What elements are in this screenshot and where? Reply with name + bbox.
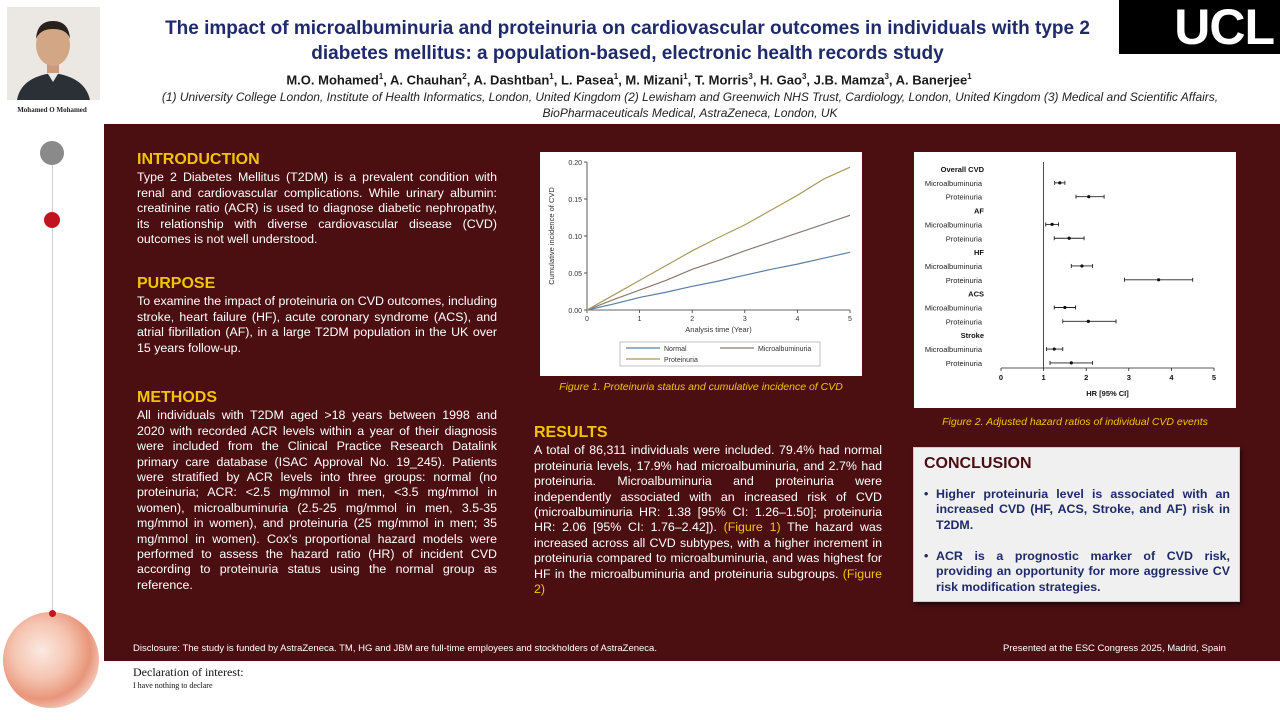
ucl-logo: UCL [1119,0,1280,54]
figure-2-caption: Figure 2. Adjusted hazard ratios of individual CVD events [942,416,1208,428]
row-label: Microalbuminuria [924,345,982,355]
x-tick-label: 2 [690,316,695,323]
conclusion-box [913,447,1240,602]
results-text [534,443,882,597]
author-affiliation-number: 1 [549,72,554,81]
x-tick-label: 0 [998,373,1004,382]
declaration-text: I have nothing to declare [133,681,213,690]
purpose-section [137,276,497,356]
row-label: Proteinuria [945,275,982,285]
y-tick-label: 0.20 [568,160,582,167]
purpose-text: To examine the impact of proteinuria on CVD outcomes, including stroke, heart failure (HF), acute coronary syndrome (ACS), and atrial fibrillation (AF), in a large T2DM population in the UK over 15 years follow-up. [137,294,497,355]
x-tick-label: 1 [1041,373,1046,382]
hr-point [1068,237,1071,240]
figure-2-chart [914,152,1236,408]
bullet-icon: • [924,487,929,501]
hr-point [1051,223,1054,226]
author-name: M. Mizani [625,72,684,88]
author-name: A. Dashtban [473,72,550,88]
methods-text: All individuals with T2DM aged >18 years between 1998 and 2020 with recorded ACR levels within a year of their diagnosis were included from the Clinical Practice Research Datalink primary care database (ISAC Approval No. 19_245). Patients were stratified by ACR levels into three groups: normal (no proteinuria; ACR: <2.5 mg/mmol in men, <3.5 mg/mmol in women), microalbuminuria (2.5-25 mg/mmol in men, 3.5-35 mg/mmol in women), and proteinuria (25 mg/mmol in men; 35 mg/mmol in women). Cox's proportional hazard models were performed to assess the hazard ratio (HR) of incident CVD according to proteinuria status using the normal group as reference. [137,408,497,592]
y-tick-label: 0.05 [568,271,582,278]
conclusion-item [924,487,1230,533]
y-axis-label: Cumulative incidence of CVD [547,187,556,285]
figure-1 [540,152,862,376]
figure-1-link[interactable]: (Figure 1) [723,520,781,535]
disclosure-text: Disclosure: The study is funded by AstraZeneca. TM, HG and JBM are full-time employees and stockholders of AstraZeneca. [133,643,657,654]
left-rail [0,0,104,720]
methods-heading: METHODS [137,389,217,406]
row-label: Microalbuminuria [924,220,982,230]
author-affiliation-number: 3 [748,72,753,81]
conclusion-heading: CONCLUSION [924,455,1032,472]
results-text-a: A total of 86,311 individuals were included. 79.4% had normal proteinuria levels, 17.9% had microalbuminuria, and 2.7% had proteinuria. Microalbuminuria and proteinuria were independently associated with an increased risk of CVD (microalbuminuria HR: 1.38 [95% CI: 1.26–1.50]; proteinuria HR: 2.06 [95% CI: 1.76–2.42]). [534,443,882,535]
hr-point [1070,361,1073,364]
author-affiliation-number: 3 [884,72,889,81]
presented-at-text: Presented at the ESC Congress 2025, Madrid, Spain [1003,643,1226,654]
figure-1-caption: Figure 1. Proteinuria status and cumulative incidence of CVD [559,381,843,393]
presenter-photo [7,7,100,100]
author-affiliation-number: 1 [683,72,688,81]
results-section [534,425,882,597]
row-label: Microalbuminuria [924,178,982,188]
x-axis-label: Analysis time (Year) [685,325,752,334]
intro-section [137,152,497,247]
series-line-proteinuria [587,167,850,310]
row-label: Microalbuminuria [924,261,982,271]
x-tick-label: 5 [1211,373,1217,382]
intro-heading: INTRODUCTION [137,151,260,168]
hr-point [1157,278,1160,281]
y-tick-label: 0.00 [568,308,582,315]
purpose-heading: PURPOSE [137,275,216,292]
row-label: Proteinuria [945,192,982,202]
author-name: M.O. Mohamed [286,72,379,88]
author-list: M.O. Mohamed$^1$, A. Chauhan$^2$, A. Dashtban$^1$, L. Pasea$^1$, M. Mizani$^1$, T. Morris$^3$, H. Gao$^3$, J.B. Mamza$^3$, A. Banerjee$^1$ [286,72,972,88]
presenter-name: Mohamed O Mohamed [17,106,87,114]
methods-section [137,390,497,593]
y-tick-label: 0.15 [568,197,582,204]
author-affiliation-number: 1 [378,72,384,81]
x-tick-label: 4 [1169,373,1174,382]
author-name: J.B. Mamza [813,72,885,88]
bullet-icon: • [924,549,929,563]
conclusion-item-text: ACR is a prognostic marker of CVD risk, providing an opportunity for more aggressive CV risk modification strategies. [936,549,1230,594]
x-tick-label: 0 [585,316,589,323]
figure-1-chart [540,152,862,376]
group-label: Stroke [960,331,984,341]
hr-point [1087,320,1090,323]
x-tick-label: 1 [637,316,642,323]
declaration-title: Declaration of interest: [133,665,244,679]
conclusion-item-text: Higher proteinuria level is associated with an increased CVD (HF, ACS, Stroke, and AF) risk in T2DM. [936,487,1230,532]
author-name: T. Morris [694,72,749,88]
timeline-dot-end [49,610,56,617]
affiliations: (1) University College London, Institute of Health Informatics, London, United Kingdom (2) Lewisham and Greenwich NHS Trust, Cardiology, London, United Kingdom (3) Medical and Scientific Affairs, BioPharmaceuticals Medical, AstraZeneca, London, UK [161,90,1219,120]
author-name: H. Gao [760,72,802,88]
figure-2 [914,152,1236,408]
hr-point [1053,347,1056,350]
results-heading: RESULTS [534,424,608,441]
row-label: Proteinuria [945,317,982,327]
legend-label: Microalbuminuria [758,346,812,353]
group-label: AF [974,206,984,216]
figure-2-link[interactable]: (Figure 2) [534,566,882,597]
legend-label: Proteinuria [664,357,698,364]
avatar [7,7,100,100]
author-affiliation-number: 2 [462,72,467,81]
series-line-microalbuminuria [587,215,850,310]
author-affiliation-number: 1 [613,72,619,81]
decorative-globe-image [3,612,99,708]
hr-point [1058,181,1061,184]
y-tick-label: 0.10 [568,234,582,241]
conclusion-item [924,549,1230,595]
results-text-b: The hazard was increased across all CVD subtypes, with a higher increment in proteinuria compared to microalbuminuria, and was highest for HF in the microalbuminuria and proteinuria subgroups. [534,520,882,581]
hr-point [1063,306,1066,309]
group-label: HF [974,248,984,258]
poster-title: The impact of microalbuminuria and proteinuria on cardiovascular outcomes in individuals with type 2 diabetes mellitus: a population-based, electronic health records study [165,18,1090,64]
author-name: A. Chauhan [390,72,463,88]
row-label: Proteinuria [945,234,982,244]
author-name: A. Banerjee [895,72,968,88]
x-axis-label: HR [95% CI] [1086,389,1129,398]
author-name: L. Pasea [560,72,614,88]
timeline-dot-grey[interactable] [40,141,64,165]
author-affiliation-number: 3 [801,72,807,81]
group-label: ACS [968,289,984,299]
hr-point [1087,195,1090,198]
x-tick-label: 3 [742,316,747,323]
legend-label: Normal [664,346,687,353]
x-tick-label: 4 [795,316,800,323]
author-affiliation-number: 1 [967,72,972,81]
x-tick-label: 2 [1084,373,1089,382]
timeline-dot-red[interactable] [44,212,60,228]
x-tick-label: 3 [1126,373,1131,382]
x-tick-label: 5 [848,316,852,323]
hr-point [1080,264,1083,267]
row-label: Proteinuria [945,358,982,368]
group-label: Overall CVD [940,165,984,174]
intro-text: Type 2 Diabetes Mellitus (T2DM) is a prevalent condition with renal and cardiovascular complications. While urinary albumin: creatinine ratio (ACR) is used to diagnose diabetic nephropathy, its relationship with diverse cardiovascular disease (CVD) outcomes is not well understood. [137,170,497,247]
row-label: Microalbuminuria [924,303,982,313]
